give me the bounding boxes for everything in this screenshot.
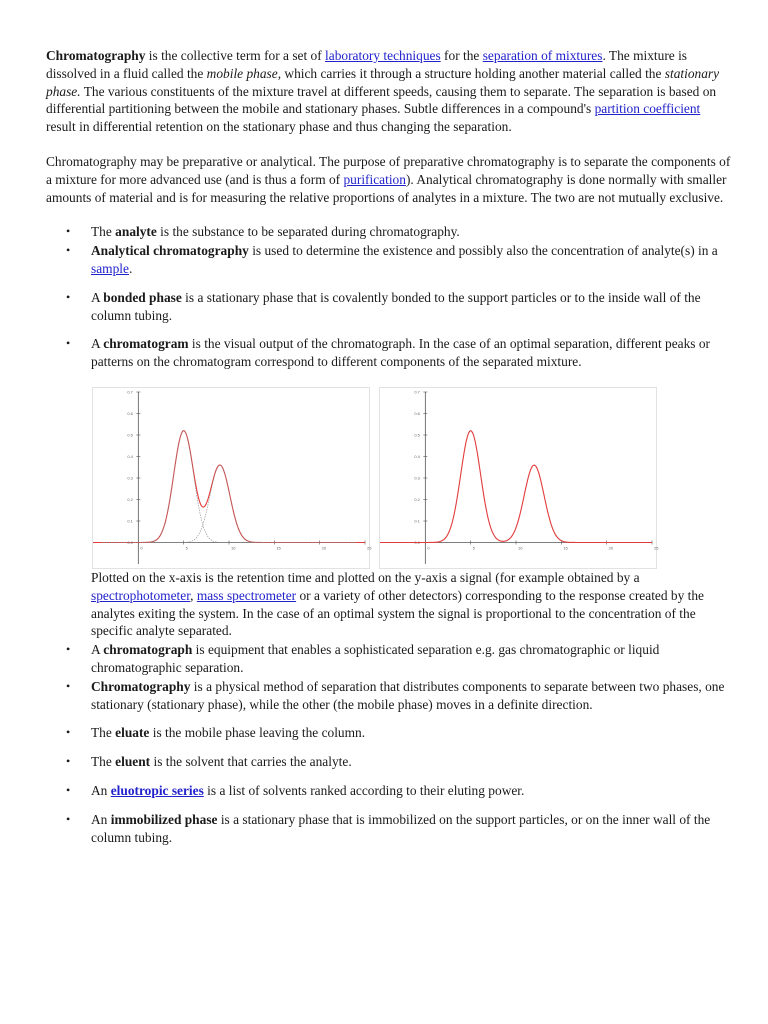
list-item-analyte: • The analyte is the substance to be separated during chromatography.: [66, 224, 460, 240]
link-eluotropic-series[interactable]: eluotropic series: [110, 782, 204, 798]
link-purification[interactable]: purification: [343, 171, 406, 187]
y-tick-label: 0.3: [127, 475, 133, 481]
series-component-line: [102, 465, 356, 542]
term-stationary-phase: stationary phase.: [46, 65, 720, 99]
link-mass-spectrometer[interactable]: mass spectrometer: [196, 587, 297, 603]
x-tick-label: 20: [608, 545, 614, 551]
y-tick-label: 0.4: [127, 453, 133, 459]
chart-1-svg: [380, 388, 659, 568]
link-laboratory-techniques[interactable]: laboratory techniques: [325, 48, 441, 63]
list-item-analytical-chromatography: • Analytical chromatography is used to determine the existence and possibly also the concentration of analyte(s) in a sample.: [66, 243, 718, 276]
y-tick-label: 0.2: [127, 496, 133, 502]
term-chromatography: Chromatography: [46, 48, 146, 63]
y-tick-label: 0.5: [414, 432, 420, 438]
list-item-chromatogram: • A chromatogram is the visual output of the chromatograph. In the case of an optimal separation, different peaks or patterns on the chromatogram correspond to different components of the separated mixture.: [66, 336, 711, 370]
x-tick-label: 15: [276, 545, 281, 551]
x-tick-label: 20: [321, 545, 327, 551]
y-tick-label: 0.7: [127, 389, 133, 395]
series-component-line: [102, 431, 356, 543]
types-paragraph: Chromatography may be preparative or analytical. The purpose of preparative chromatography is to separate the components of a mixture for more advanced use (and is thus a form of purification). Analytical chromatography is done normally with smaller amounts of material and is for measuring the relative proportions of analytes in a mixture. The two are not mutually exclusive.: [46, 153, 731, 205]
link-spectrophotometer[interactable]: spectrophotometer: [91, 587, 191, 603]
y-tick-label: 0.3: [414, 475, 420, 481]
chromatogram-separated-peaks: [379, 387, 657, 569]
bullet: •: [66, 754, 71, 769]
list-item-eluate: • The eluate is the mobile phase leaving the column.: [66, 725, 366, 741]
link-sample[interactable]: sample: [91, 260, 129, 276]
x-tick-label: 0: [140, 545, 143, 551]
figure-caption: Plotted on the x-axis is the retention time and plotted on the y-axis a signal (for example obtained by a spectrophotometer, mass spectrometer or a variety of other detectors) corresponding to the response created by the analytes exiting the system. In the case of an optimal system the signal is proportional to the concentration of the specific analyte separated.: [91, 569, 704, 639]
bullet: •: [66, 642, 71, 657]
intro-paragraph: Chromatography is the collective term for a set of laboratory techniques for the separation of mixtures. The mixture is dissolved in a fluid called the mobile phase, which carries it through a structure holding another material called the stationary phase. The various constituents of the mixture travel at different speeds, causing them to separate. The separation is based on differential partitioning between the mobile and stationary phases. Subtle differences in a compound's partition coefficient result in differential retention on the stationary phase and thus changing the separation.: [46, 48, 720, 135]
x-tick-label: 10: [231, 545, 236, 551]
x-tick-label: 5: [185, 545, 188, 551]
y-tick-label: 0.7: [414, 389, 420, 395]
list-item-eluotropic-series: • An eluotropic series is a list of solvents ranked according to their eluting power.: [66, 782, 525, 798]
x-tick-label: 0: [427, 545, 430, 551]
y-tick-label: 0.6: [127, 410, 133, 416]
x-tick-label: 10: [518, 545, 523, 551]
y-tick-label: 0.5: [127, 432, 133, 438]
bullet: •: [66, 224, 71, 239]
chart-0-svg: [93, 388, 372, 568]
y-tick-label: 0.2: [414, 496, 420, 502]
list-item-immobilized-phase: • An immobilized phase is a stationary phase that is immobilized on the support particles, or on the inner wall of the column tubing.: [66, 811, 711, 845]
link-separation-of-mixtures[interactable]: separation of mixtures: [482, 48, 603, 63]
bullet: •: [66, 725, 71, 740]
y-tick-label: 0.1: [414, 518, 420, 524]
list-item-bonded-phase: • A bonded phase is a stationary phase that is covalently bonded to the support particles or to the inside wall of the column tubing.: [66, 289, 701, 323]
document-body: [46, 47, 732, 846]
bullet: •: [66, 336, 71, 351]
chromatogram-figures: [92, 387, 732, 567]
series-total-line: [93, 431, 365, 543]
term-mobile-phase: mobile phase,: [206, 65, 282, 81]
x-tick-label: 5: [472, 545, 475, 551]
x-tick-label: 15: [563, 545, 568, 551]
link-partition-coefficient[interactable]: partition coefficient: [594, 101, 701, 117]
list-item-eluent: • The eluent is the solvent that carries the analyte.: [66, 754, 352, 770]
x-tick-label: 25: [367, 545, 372, 551]
chromatogram-overlapping-peaks: [92, 387, 370, 569]
y-tick-label: 0.4: [414, 453, 420, 459]
list-item-chromatograph: • A chromatograph is equipment that enables a sophisticated separation e.g. gas chromatographic or liquid chromatographic separation.: [66, 642, 660, 675]
list-item-chromatography: • Chromatography is a physical method of separation that distributes components to separate between two phases, one stationary (stationary phase), while the other (the mobile phase) moves in a definite direction.: [66, 678, 725, 712]
bullet: •: [66, 289, 71, 304]
y-tick-label: 0.0: [127, 539, 133, 545]
bullet: •: [66, 782, 71, 797]
y-tick-label: 0.1: [127, 518, 133, 524]
bullet: •: [66, 678, 71, 693]
x-tick-label: 25: [654, 545, 659, 551]
series-total-line: [380, 431, 652, 543]
y-tick-label: 0.6: [414, 410, 420, 416]
y-tick-label: 0.0: [414, 539, 420, 545]
bullet: •: [66, 243, 71, 258]
definitions-list-2: [46, 641, 732, 846]
definitions-list-1: [46, 223, 732, 371]
bullet: •: [66, 811, 71, 826]
